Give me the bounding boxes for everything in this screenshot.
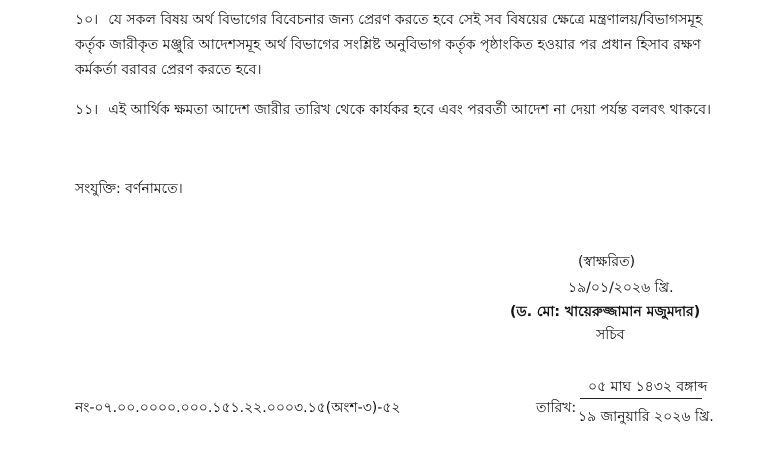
paragraph-text: এই আর্থিক ক্ষমতা আদেশ জারীর তারিখ থেকে কার্যকর হবে এবং পরবর্তী আদেশ না দেয়া পর্যন্ত বলবৎ থাকবে। <box>108 102 711 118</box>
signed-marker: (স্বাক্ষরিত) <box>578 254 636 270</box>
signatory-name: (ড. মো: খায়েরুজ্জামান মজুমদার) <box>510 304 701 320</box>
memo-number: নং-০৭.০০.০০০০.০০০.১৫১.২২.০০০৩.১৫(অংশ-৩)-৫২ <box>75 400 401 416</box>
paragraph-10 <box>75 8 715 83</box>
attachment-note: সংযুক্তি: বর্ণনামতে। <box>75 181 183 197</box>
paragraph-number: ১০। <box>75 12 99 28</box>
date-bangla: ০৫ মাঘ ১৪৩২ বঙ্গাব্দ <box>588 379 708 395</box>
paragraph-11 <box>75 98 715 123</box>
signature-date: ১৯/০১/২০২৬ খ্রি. <box>568 280 674 296</box>
date-english: ১৯ জানুয়ারি ২০২৬ খ্রি. <box>578 409 714 425</box>
signatory-designation: সচিব <box>596 327 625 343</box>
paragraph-text: যে সকল বিষয় অর্থ বিভাগের বিবেচনার জন্য প্রেরণ করতে হবে সেই সব বিষয়ের ক্ষেত্রে মন্ত্রণালয়/বিভাগসমূহ কর্তৃক জারীকৃত মঞ্জুরি আদেশসমূহ অর্থ বিভাগের সংশ্লিষ্ট অনুবিভাগ কর্তৃক পৃষ্ঠাংকিত হওয়ার পর প্রধান হিসাব রক্ষণ কর্মকর্তা বরাবর প্রেরণ করতে হবে। <box>75 12 703 78</box>
paragraph-number: ১১। <box>75 102 99 118</box>
date-divider <box>580 398 702 399</box>
date-label: তারিখ: <box>536 400 577 416</box>
